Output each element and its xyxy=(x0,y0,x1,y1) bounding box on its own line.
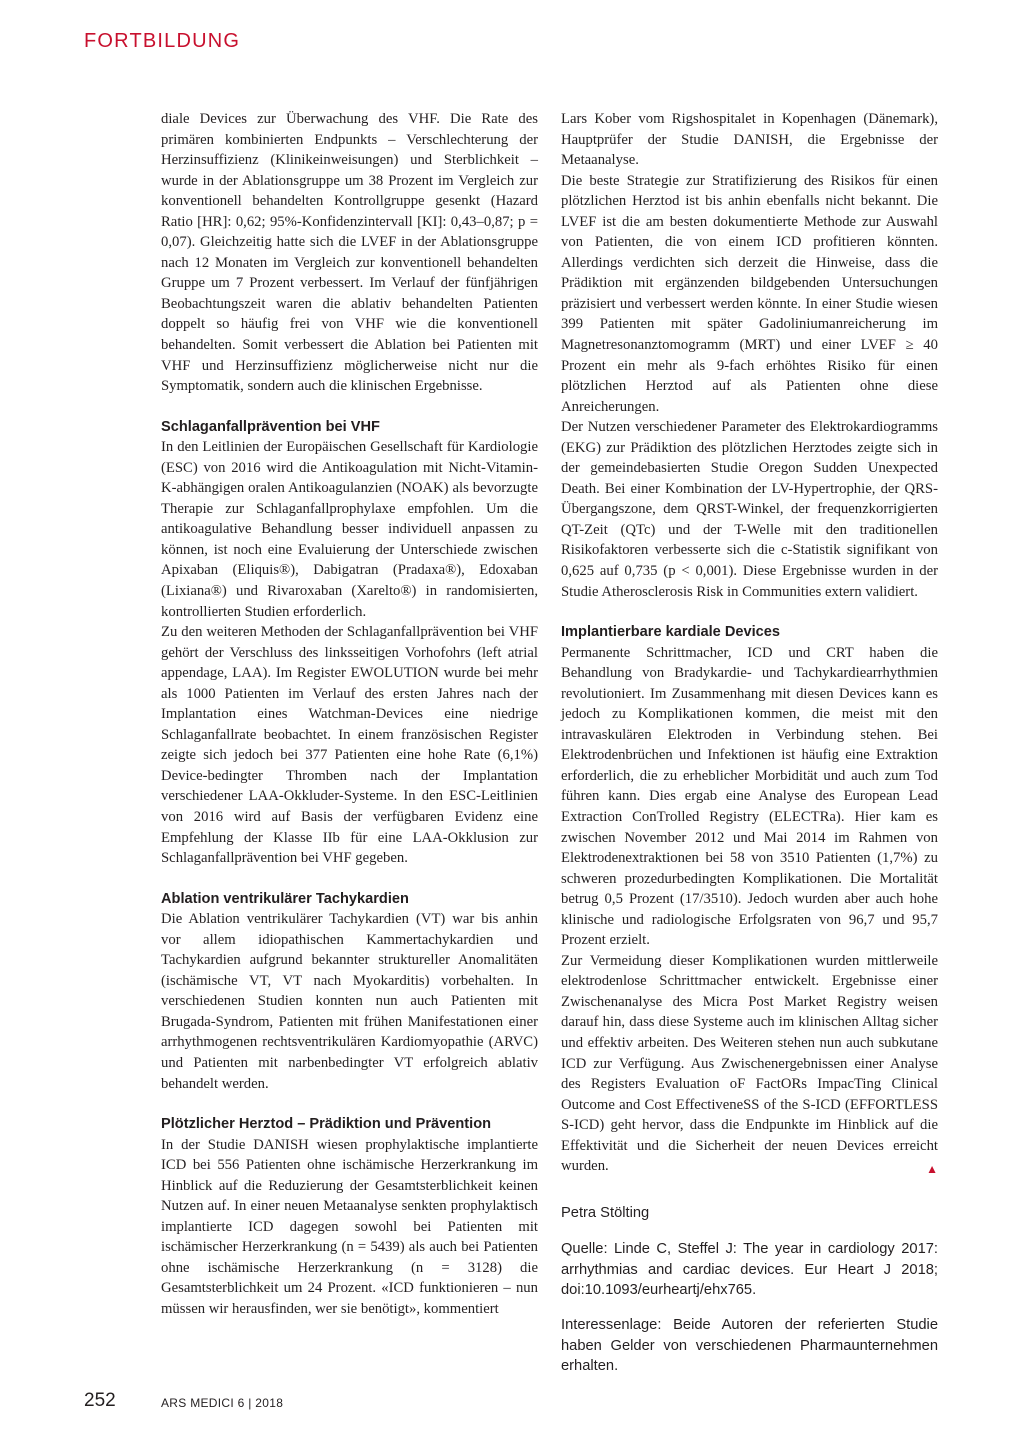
section-label: FORTBILDUNG xyxy=(84,30,241,52)
left-column xyxy=(161,109,538,1319)
journal-issue: ARS MEDICI 6 | 2018 xyxy=(161,1396,284,1410)
page-number: 252 xyxy=(84,1390,116,1411)
conflict-of-interest-note: Interessenlage: Beide Autoren der referierten Studie haben Gelder von verschiedenen Pharmaunternehmen erhalten. xyxy=(561,1317,938,1375)
paragraph-text: Zur Vermeidung dieser Komplikationen wurden mittlerweile elektrodenlose Schrittmacher entwickelt. Ergebnisse einer Zwischenanalyse des Micra Post Market Registry weisen darauf hin, dass diese Systeme auch im klinischen Alltag sicher und effektiv arbeiten. Des Weiteren stehen nun auch subkutane ICD zur Verfügung. Aus Zwischenergebnissen einer Analyse des Registers Evaluation oF FactORs ImpacTing Clinical Outcome and Cost EffectiveneSS of the S-ICD (EFFORTLESS S-ICD) geht hervor, dass die Endpunkte im Hinblick auf die Effektivität und die Sicherheit der neuen Devices erreicht wurden. xyxy=(561,952,938,1175)
section-heading: Plötzlicher Herztod – Prädiktion und Prävention xyxy=(161,1116,492,1133)
body-paragraph: Permanente Schrittmacher, ICD und CRT haben die Behandlung von Bradykardie- und Tachykardiearrhythmien revolutioniert. Im Zusammenhang mit diesen Devices kann es jedoch zu Komplikationen kommen, die meist mit den intravaskulären Elektroden in Verbindung stehen. Bei Elektrodenbrüchen und Infektionen ist häufig eine Extraktion erforderlich, die zu erheblicher Morbidität und auch zum Tod führen kann. Dies ergab eine Analyse des European Lead Extraction ConTrolled Registry (ELECTRa). Hier kam es zwischen November 2012 und Mai 2014 im Rahmen von Elektrodenextraktionen bei 58 von 3510 Patienten (1,7%) zu schweren prozedurbedingten Komplikationen. Die Mortalität betrug 0,5 Prozent (17/3510). Jedoch wurden aber auch hohe klinische und radiologische Erfolgsraten von 96,7 und 95,7 Prozent erzielt. xyxy=(561,644,938,949)
author-name: Petra Stölting xyxy=(561,1204,650,1221)
body-paragraph: Die Ablation ventrikulärer Tachykardien (VT) war bis anhin vor allem idiopathischen Kammertachykardien und Tachykardien aufgrund bekannter struktureller Anomalitäten (ischämische VT, VT nach Myokarditis) vorbehalten. In verschiedenen Studien konnten nun auch Patienten mit Brugada-Syndrom, Patienten mit frühen Manifestationen einer arrhythmogenen rechtsventrikulären Kardiomyopathie (ARVC) und Patienten mit narbenbedingter VT erfolgreich ablativ behandelt werden. xyxy=(161,911,538,1092)
body-paragraph: Die beste Strategie zur Stratifizierung des Risikos für einen plötzlichen Herztod ist bis anhin ebenfalls nicht bekannt. Die LVEF ist die am besten dokumentierte Methode zur Auswahl von Patienten, die von einem ICD profitieren könnten. Allerdings verdichten sich derzeit die Hinweise, dass die Prädiktion mit ergänzenden bildgebenden Untersuchungen präzisiert und verbessert werden könnte. In einer Studie wiesen 399 Patienten mit später Gadoliniumanreicherung im Magnetresonanztomogramm (MRT) und einer LVEF ≥ 40 Prozent ein mehr als 9-fach erhöhtes Risiko für einen plötzlichen Herztod auf als Patienten ohne diese Anreicherungen. xyxy=(561,172,938,415)
body-paragraph: In der Studie DANISH wiesen prophylaktische implantierte ICD bei 556 Patienten ohne ischämische Herzerkrankung im Hinblick auf die Reduzierung der Gesamtsterblichkeit keinen Nutzen auf. In einer neuen Metaanalyse senkten prophylaktisch implantierte ICD dagegen sowohl bei Patienten mit ischämischer Herzerkrankung (n = 5439) als auch bei Patienten ohne ischämische Herzerkrankung (n = 3128) die Gesamtsterblichkeit um 24 Prozent. «ICD funktionieren – nun müssen wir herausfinden, wer sie benötigt», kommentiert xyxy=(161,1136,538,1317)
body-paragraph xyxy=(561,951,938,1177)
body-paragraph: In den Leitlinien der Europäischen Gesellschaft für Kardiologie (ESC) von 2016 wird die Antikoagulation mit Nicht-Vitamin-K-abhängigen oralen Antikoagulanzien (NOAK) als bevorzugte Therapie zur Schlaganfallprophylaxe empfohlen. Um die antikoagulative Behandlung besser individuell anpassen zu können, ist noch eine Evaluierung der Unterschiede zwischen Apixaban (Eliquis®), Dabigatran (Pradaxa®), Edoxaban (Lixiana®) und Rivaroxaban (Xarelto®) in randomisierten, kontrollierten Studien erforderlich. xyxy=(161,439,538,620)
end-of-article-icon: ▲ xyxy=(926,1162,938,1177)
body-paragraph: diale Devices zur Überwachung des VHF. Die Rate des primären kombinierten Endpunkts – Verschlechterung der Herzinsuffizienz (Klinikeinweisungen) und Sterblichkeit – wurde in der Ablationsgruppe um 38 Prozent im Vergleich zur konventionell behandelten Kontrollgruppe gesenkt (Hazard Ratio [HR]: 0,62; 95%-Konfidenzintervall [KI]: 0,43–0,87; p = 0,07). Gleichzeitig hatte sich die LVEF in der Ablationsgruppe nach 12 Monaten im Vergleich zur konventionell behandelten Gruppe um 7 Prozent verbessert. Im Verlauf der fünfjährigen Beobachtungszeit waren die ablativ behandelten Patienten doppelt so häufig frei von VHF wie die konventionell behandelten. Somit verbessert die Ablation bei Patienten mit VHF und Herzinsuffizienz möglicherweise nicht nur die Symptomatik, sondern auch die klinischen Ergebnisse. xyxy=(161,111,538,395)
section-heading: Ablation ventrikulärer Tachykardien xyxy=(161,890,409,907)
section-heading: Implantierbare kardiale Devices xyxy=(561,624,781,641)
body-paragraph: Zu den weiteren Methoden der Schlaganfallprävention bei VHF gehört der Verschluss des linksseitigen Vorhofohrs (left atrial appendage, LAA). Im Register EWOLUTION wurde bei mehr als 1000 Patienten im Verlauf des ersten Jahres nach der Implantation eines Watchman-Devices eine niedrige Schlaganfallrate beobachtet. In einem französischen Register zeigte sich jedoch bei 377 Patienten eine hohe Rate (6,1%) Device-bedingter Thromben nach der Implantation verschiedener LAA-Okkluder-Systeme. In den ESC-Leitlinien von 2016 wird auf Basis der verfügbaren Evidenz eine Empfehlung der Klasse IIb für eine LAA-Okklusion zur Schlaganfallprävention bei VHF gegeben. xyxy=(161,624,538,867)
body-paragraph: Der Nutzen verschiedener Parameter des Elektrokardiogramms (EKG) zur Prädiktion des plötzlichen Herztodes zeigte sich in der gemeindebasierten Studie Oregon Sudden Unexpected Death. Bei einer Kombination der LV-Hypertrophie, der QRS-Übergangszone, dem QRST-Winkel, der frequenzkorrigierten QT-Zeit (QTc) und der T-Welle mit den traditionellen Risikofaktoren verbesserte sich die c-Statistik signifikant von 0,625 auf 0,735 (p < 0,001). Diese Ergebnisse wurden in der Studie Atherosclerosis Risk in Communities extern validiert. xyxy=(561,419,938,600)
source-note: Quelle: Linde C, Steffel J: The year in cardiology 2017: arrhythmias and cardiac devices. Eur Heart J 2018; doi:10.1093/eurheartj/ehx765. xyxy=(561,1241,938,1299)
body-paragraph: Lars Kober vom Rigshospitalet in Kopenhagen (Dänemark), Hauptprüfer der Studie DANISH, die Ergebnisse der Metaanalyse. xyxy=(561,111,938,169)
right-column xyxy=(561,109,938,1377)
section-heading: Schlaganfallprävention bei VHF xyxy=(161,418,380,435)
